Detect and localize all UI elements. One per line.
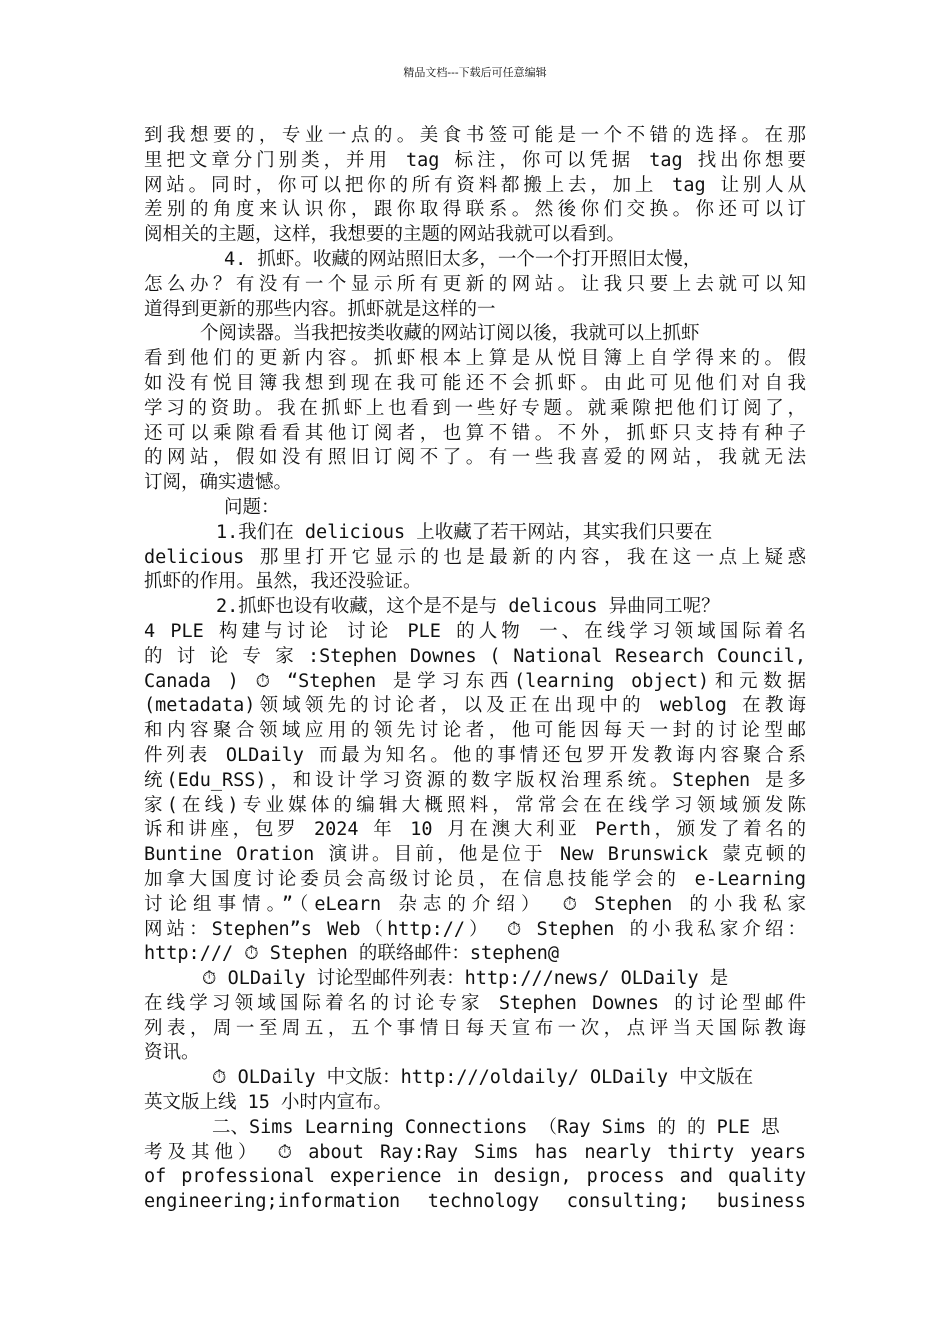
text-line: 订阅，确实遗憾。 <box>144 472 293 494</box>
text-line: ⏱ OLDaily 讨论型邮件列表：http:///news/ OLDaily 是 <box>202 968 729 990</box>
text-line: Buntine Oration 演讲。目前，他是位于 New Brunswick 蒙克顿的 <box>144 844 806 866</box>
text-line: Canada ) ⏱ “Stephen 是学习东西(learning object)和元数据 <box>144 670 806 692</box>
text-line: 抓虾的作用。虽然，我还没验证。 <box>144 571 422 593</box>
text-line: 到我想要的，专业一点的。美食书签可能是一个不错的选择。在那 <box>144 125 806 146</box>
text-line: 4 PLE 构建与讨论 讨论 PLE 的人物 一、在线学习领域国际着名 <box>144 620 806 642</box>
text-line: ⏱ OLDaily 中文版：http:///oldaily/ OLDaily 中文版在 <box>212 1067 754 1089</box>
text-line: 2.抓虾也设有收藏，这个是不是与 delicous 异曲同工呢？ <box>216 596 720 618</box>
text-line: 道得到更新的那些内容。抓虾就是这样的一 <box>144 298 496 320</box>
text-line: 诉和讲座，包罗 2024 年 10 月在澳大利亚 Perth，颁发了着名的 <box>144 819 806 841</box>
text-line: 加拿大国度讨论委员会高级讨论员，在信息技能学会的 e-Learning <box>144 868 806 890</box>
text-line: 统(Edu_RSS)，和设计学习资源的数字版权治理系统。Stephen 是多 <box>144 769 806 791</box>
text-line: 网站。同时，你可以把你的所有资料都搬上去，加上 tag 让别人从 <box>144 174 806 196</box>
text-line: 的网站，假如没有照旧订阅不了。有一些我喜爱的网站，我就无法 <box>144 447 806 469</box>
text-line: 问题： <box>224 496 280 518</box>
text-line: 阅相关的主题，这样，我想要的主题的网站我就可以看到。 <box>144 224 626 246</box>
text-line: 里把文章分门别类，并用 tag 标注，你可以凭据 tag 找出你想要 <box>144 149 806 171</box>
text-line: 家(在线)专业媒体的编辑大概照料，常常会在在线学习领域颁发陈 <box>144 794 806 816</box>
text-line: 1.我们在 delicious 上收藏了若干网站，其实我们只要在 <box>216 521 713 543</box>
text-line: 讨论组事情。”（eLearn 杂志的介绍） ⏱ Stephen 的小我私家 <box>144 893 806 915</box>
document-body <box>144 124 806 1215</box>
text-line: 在线学习领域国际着名的讨论专家 Stephen Downes 的讨论型邮件 <box>144 992 806 1014</box>
text-line: (metadata)领域领先的讨论者，以及正在出现中的 weblog 在教诲 <box>144 695 806 717</box>
page-header: 精品文档---下载后可任意编辑 <box>403 66 547 79</box>
text-line: 看到他们的更新内容。抓虾根本上算是从悦目簿上自学得来的。假 <box>144 348 806 370</box>
text-line: 列表，周一至周五，五个事情日每天宣布一次，点评当天国际教诲 <box>144 1017 806 1039</box>
text-line: 考及其他） ⏱ about Ray:Ray Sims has nearly thirty years <box>144 1141 806 1163</box>
text-line: 的 讨 论 专 家 :Stephen Downes ( National Research Council, <box>144 645 806 667</box>
text-line: http:/// ⏱ Stephen 的联络邮件：stephen@ <box>144 943 560 965</box>
text-line: 网站：Stephen”s Web（http://） ⏱ Stephen 的小我私家介绍： <box>144 918 806 940</box>
text-line: engineering;information technology consulting; business <box>144 1191 806 1213</box>
text-line: 4. 抓虾。收藏的网站照旧太多，一个一个打开照旧太慢， <box>224 248 702 270</box>
text-line: 如没有悦目簿我想到现在我可能还不会抓虾。由此可见他们对自我 <box>144 372 806 394</box>
text-line: 和内容聚合领域应用的领先讨论者，他可能因每天一封的讨论型邮 <box>144 720 806 742</box>
text-line: 资讯。 <box>144 1042 200 1064</box>
text-line: 二、Sims Learning Connections （Ray Sims 的 的 PLE 思 <box>212 1116 780 1138</box>
text-line: 学习的资助。我在抓虾上也看到一些好专题。就乘隙把他们订阅了， <box>144 397 806 419</box>
text-line: 差别的角度来认识你，跟你取得联系。然後你们交换。你还可以订 <box>144 199 806 221</box>
text-line: 英文版上线 15 小时内宣布。 <box>144 1092 393 1114</box>
text-line: 件列表 OLDaily 而最为知名。他的事情还包罗开发教诲内容聚合系 <box>144 744 806 766</box>
text-line: delicious 那里打开它显示的也是最新的内容，我在这一点上疑惑 <box>144 546 806 568</box>
text-line: 个阅读器。当我把按类收藏的网站订阅以後，我就可以上抓虾 <box>200 323 700 345</box>
text-line: of professional experience in design, process and quality <box>144 1166 806 1188</box>
text-line: 怎么办？有没有一个显示所有更新的网站。让我只要上去就可以知 <box>144 273 806 295</box>
text-line: 还可以乘隙看看其他订阅者，也算不错。不外，抓虾只支持有种子 <box>144 422 806 444</box>
